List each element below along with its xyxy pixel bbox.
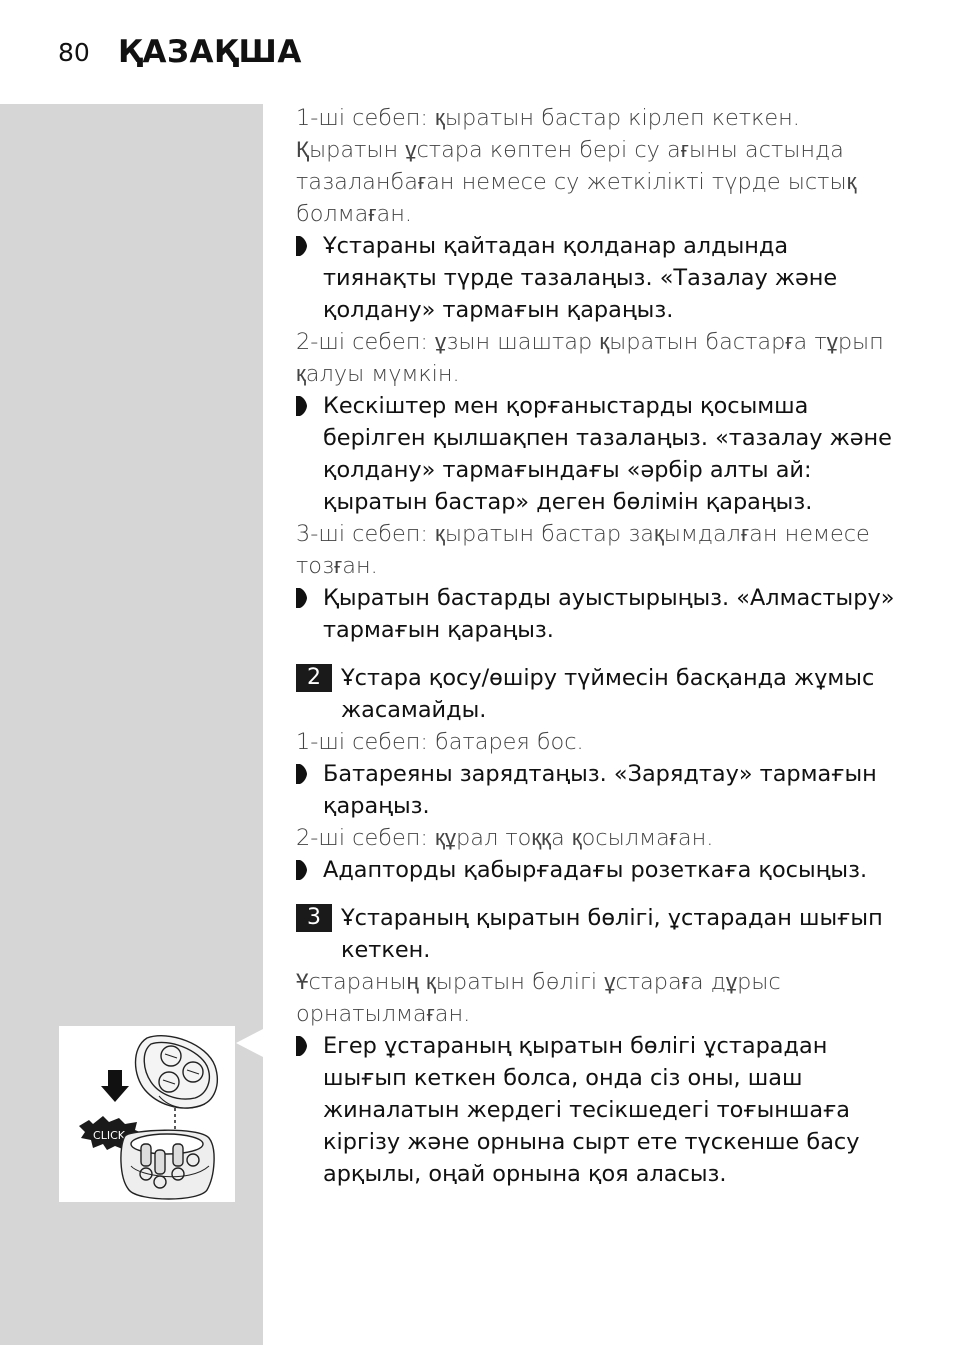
shaver-head-drawing [59, 1026, 235, 1202]
step-heading [296, 902, 896, 966]
illustration-pointer [236, 1029, 263, 1057]
action-text: Батареяны зарядтаңыз. «Зарядтау» тармағын қараңыз. [323, 761, 877, 819]
bullet-marker-icon [296, 860, 307, 880]
step-title: Ұстараның қыратын бөлігі, ұстарадан шығып кеткен. [341, 905, 883, 963]
action-bullet [296, 854, 896, 886]
action-text: Кескіштер мен қорғаныстарды қосымша берілген қылшақпен тазалаңыз. «тазалау және қолдану» тармағындағы «әрбір алты ай: қыратын бастар» деген бөлімін қараңыз. [323, 393, 892, 515]
step-title: Ұстара қосу/өшіру түймесін басқанда жұмыс жасамайды. [341, 665, 875, 723]
shaver-head-illustration [59, 1026, 235, 1202]
action-text: Адапторды қабырғадағы розеткаға қосыңыз. [323, 857, 868, 883]
cause-text: 1-ші себеп: батарея бос. [296, 729, 584, 755]
page-number: 80 [58, 38, 90, 67]
bullet-marker-icon [296, 1036, 307, 1056]
cause-text: Ұстараның қыратын бөлігі ұстараға дұрыс орнатылмаған. [296, 969, 781, 1027]
bullet-marker-icon [296, 236, 307, 256]
cause-text: 1-ші себеп: қыратын бастар кірлеп кеткен. Қыратын ұстара көптен бері су ағыны астында тазаланбаған немесе су жеткілікті түрде ыстық болмаған. [296, 105, 857, 227]
action-text: Ұстараны қайтадан қолданар алдында тиянақты түрде тазалаңыз. «Тазалау және қолдану» тармағын қараңыз. [323, 233, 838, 323]
click-label: CLICK [93, 1129, 125, 1142]
step-heading [296, 662, 896, 726]
bullet-marker-icon [296, 588, 307, 608]
bullet-marker-icon [296, 396, 307, 416]
shaver-body-icon [121, 1130, 214, 1199]
cause-text: 3-ші себеп: қыратын бастар зақымдалған немесе тозған. [296, 521, 870, 579]
action-bullet [296, 1030, 896, 1190]
action-bullet [296, 230, 896, 326]
step-number: 2 [296, 664, 332, 692]
step-number: 3 [296, 904, 332, 932]
page-title: ҚАЗАҚША [118, 34, 302, 70]
action-text: Қыратын бастарды ауыстырыңыз. «Алмастыру» тармағын қараңыз. [323, 585, 895, 643]
shaving-unit-icon [136, 1036, 218, 1108]
action-bullet [296, 758, 896, 822]
down-arrow-icon [101, 1070, 129, 1102]
troubleshooting-content [296, 102, 896, 1190]
cause-text: 2-ші себеп: ұзын шаштар қыратын бастарға тұрып қалуы мүмкін. [296, 329, 884, 387]
action-text: Егер ұстараның қыратын бөлігі ұстарадан шығып кеткен болса, онда сіз оны, шаш жиналатын жердегі тесікшедегі тоғыншаға кіргізу және орнына сырт ете түскенше басу арқылы, оңай орнына қоя аласыз. [323, 1033, 860, 1187]
action-bullet [296, 582, 896, 646]
cause-text: 2-ші себеп: құрал тоққа қосылмаған. [296, 825, 714, 851]
bullet-marker-icon [296, 764, 307, 784]
action-bullet [296, 390, 896, 518]
